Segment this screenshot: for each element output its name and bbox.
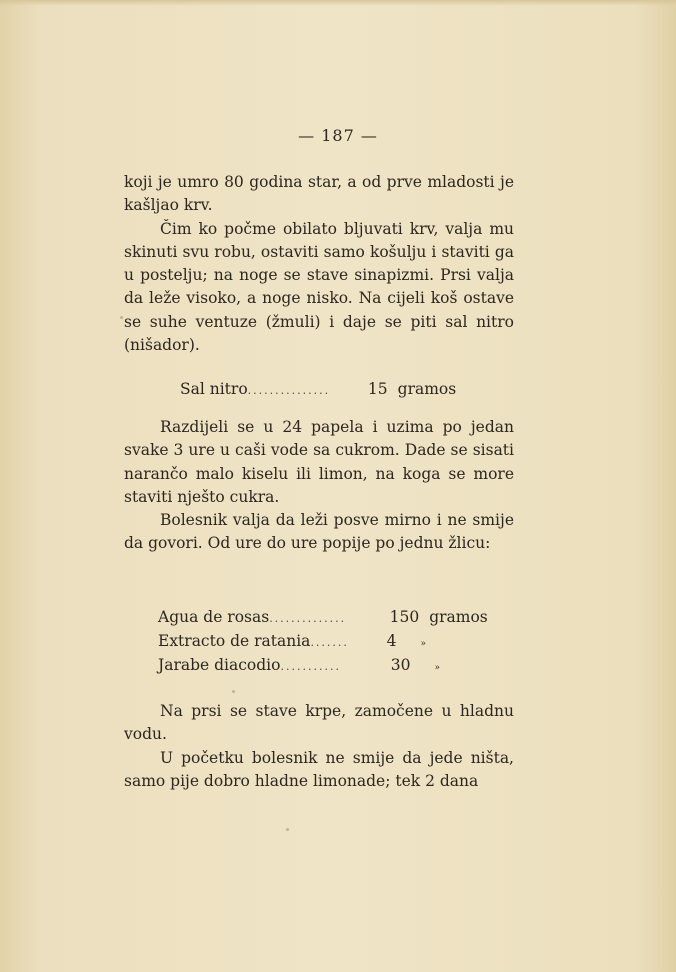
- text-block-1: [124, 171, 514, 357]
- ingredient-quantity: 150: [389, 608, 420, 626]
- ingredient-unit: gramos: [429, 608, 488, 626]
- recipe-row: [158, 608, 488, 626]
- leader-dots: .......: [310, 636, 349, 649]
- paragraph: U početku bolesnik ne smije da jede ništa, samo pije dobro hladne limonade; tek 2 dana: [124, 748, 514, 790]
- paper-speck: [286, 828, 289, 831]
- page-top-edge: [0, 0, 676, 6]
- ingredient-unit-ditto: »: [420, 639, 426, 649]
- ingredient-quantity: 4: [386, 632, 397, 650]
- ingredient-quantity: 15: [367, 380, 388, 398]
- paragraph: Razdijeli se u 24 papela i uzima po jedan svake 3 ure u caši vode sa cukrom. Dade se sisati narančo malo kiselu ili limon, na koga se more staviti nješto cukra.: [124, 418, 514, 506]
- ingredient-name: Extracto de ratania: [158, 632, 311, 650]
- recipe-row: [180, 380, 456, 398]
- page-number: — 187 —: [298, 126, 378, 145]
- ingredient-unit-ditto: »: [434, 663, 440, 673]
- paragraph: Čim ko počme obilato bljuvati krv, valja mu skinuti svu robu, ostaviti samo košulju i staviti ga u postelju; na noge se stave sinapizmi. Prsi valja da leže visoko, a noge nisko. Na cijeli koš ostave se suhe ventuze (žmuli) i daje se piti sal nitro (nišador).: [124, 219, 514, 355]
- text-block-2: [124, 416, 514, 556]
- leader-dots: ...............: [247, 384, 331, 397]
- ingredient-name: Agua de rosas: [158, 608, 270, 626]
- ingredient-quantity: 30: [390, 656, 411, 674]
- ingredient-name: Jarabe diacodio: [158, 656, 281, 674]
- paragraph: Bolesnik valja da leži posve mirno i ne smije da govori. Od ure do ure popije po jednu žlicu:: [124, 511, 514, 553]
- paragraph: Na prsi se stave krpe, zamočene u hladnu vodu.: [124, 702, 514, 744]
- text-block-3: [124, 700, 514, 793]
- recipe-row: [158, 632, 426, 650]
- ingredient-unit: gramos: [397, 380, 457, 398]
- ingredient-name: Sal nitro: [180, 380, 248, 398]
- recipe-row: [158, 656, 440, 674]
- paragraph-continuation: koji je umro 80 godina star, a od prve mladosti je kašljao krv.: [124, 173, 514, 215]
- paper-speck: [232, 690, 235, 693]
- leader-dots: ...........: [280, 660, 341, 673]
- leader-dots: ..............: [269, 612, 347, 625]
- paper-speck: [120, 316, 123, 319]
